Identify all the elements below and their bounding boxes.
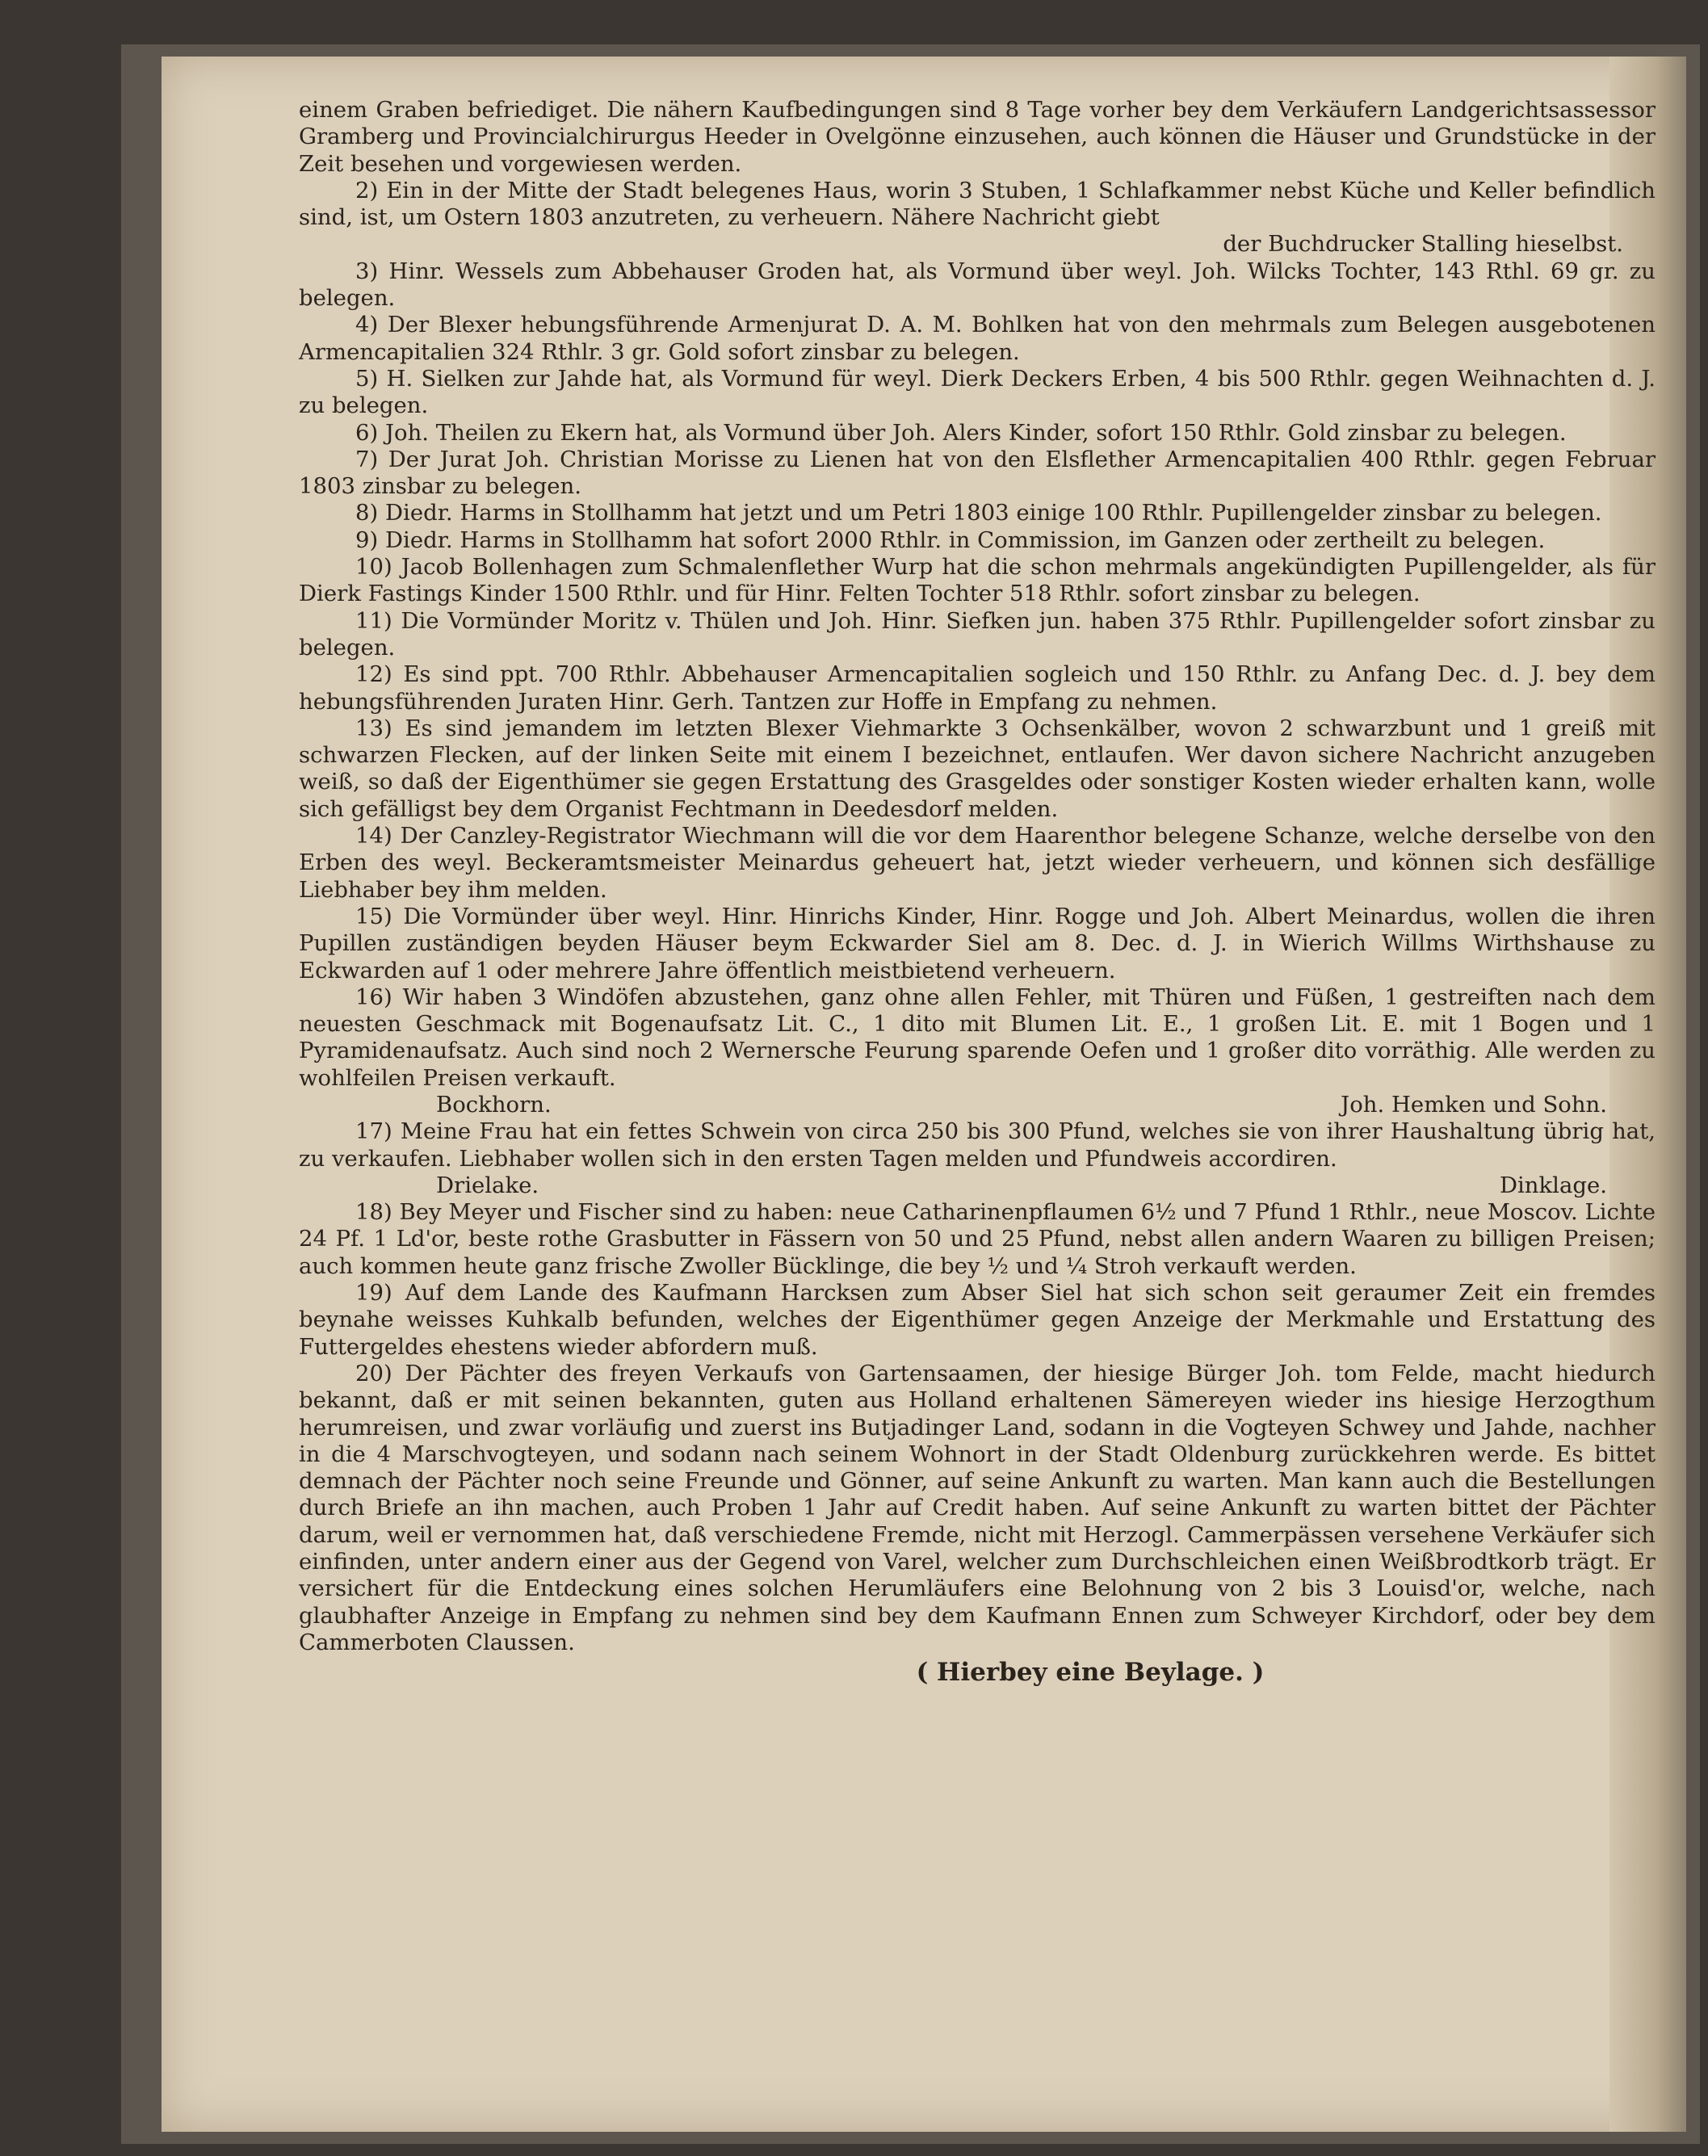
paragraph-8: 8) Diedr. Harms in Stollhamm hat jetzt und um Petri 1803 einige 100 Rthlr. Pupillengelder zinsbar zu belegen.	[355, 500, 1602, 526]
signature-paragraph-2: der Buchdrucker Stalling hieselbst.	[1223, 231, 1623, 258]
paragraph-5: 5) H. Sielken zur Jahde hat, als Vormund für weyl. Dierk Deckers Erben, 4 bis 500 Rthlr. gegen Weihnachten d. J. zu belegen.	[299, 365, 1656, 419]
paragraph-16: 16) Wir haben 3 Windöfen abzustehen, ganz ohne allen Fehler, mit Thüren und Füßen, 1 gestreiften nach dem neuesten Geschmack mit Bogenaufsatz Lit. C., 1 dito mit Blumen Lit. E., 1 großen Lit. E. mit 1 Bogen und 1 Pyramidenaufsatz. Auch sind noch 2 Wernersche Feurung sparende Oefen und 1 großer dito vorräthig. Alle werden zu wohlfeilen Preisen verkauft.	[299, 984, 1656, 1091]
signature-name: Joh. Hemken und Sohn.	[1341, 1091, 1607, 1118]
paragraph-19: 19) Auf dem Lande des Kaufmann Harcksen zum Abser Siel hat sich schon seit geraumer Zeit ein fremdes beynahe weisses Kuhkalb befunden, welches der Eigenthümer gegen Anzeige der Merkmahle und Erstattung des Futtergeldes ehestens wieder abfordern muß.	[299, 1280, 1656, 1360]
paragraph-4: 4) Der Blexer hebungsführende Armenjurat D. A. M. Bohlken hat von den mehrmals zum Belegen ausgebotenen Armencapitalien 324 Rthlr. 3 gr. Gold sofort zinsbar zu belegen.	[299, 312, 1656, 365]
paragraph-11: 11) Die Vormünder Moritz v. Thülen und Joh. Hinr. Siefken jun. haben 375 Rthlr. Pupillengelder sofort zinsbar zu belegen.	[299, 607, 1656, 661]
signature-paragraph-16	[299, 1092, 1656, 1118]
paragraph-3: 3) Hinr. Wessels zum Abbehauser Groden hat, als Vormund über weyl. Joh. Wilcks Tochter, 143 Rthl. 69 gr. zu belegen.	[299, 258, 1656, 312]
paragraph-9: 9) Diedr. Harms in Stollhamm hat sofort 2000 Rthlr. in Commission, im Ganzen oder zertheilt zu belegen.	[355, 526, 1546, 553]
paragraph-7: 7) Der Jurat Joh. Christian Morisse zu Lienen hat von den Elsflether Armencapitalien 400 Rthlr. gegen Februar 1803 zinsbar zu belegen.	[299, 446, 1656, 500]
document-text	[299, 97, 1656, 1687]
paragraph-18: 18) Bey Meyer und Fischer sind zu haben: neue Catharinenpflaumen 6½ und 7 Pfund 1 Rthlr., neue Moscov. Lichte 24 Pf. 1 Ld'or, beste rothe Grasbutter in Fässern von 50 und 25 Pfund, nebst allen andern Waaren zu billigen Preisen; auch kommen heute ganz frische Zwoller Bücklinge, die bey ½ und ¼ Stroh verkauft werden.	[299, 1199, 1656, 1279]
paragraph-13: 13) Es sind jemandem im letzten Blexer Viehmarkte 3 Ochsenkälber, wovon 2 schwarzbunt und 1 greiß mit schwarzen Flecken, auf der linken Seite mit einem I bezeichnet, entlaufen. Wer davon sichere Nachricht anzugeben weiß, so daß der Eigenthümer sie gegen Erstattung des Grasgeldes oder sonstiger Kosten wieder erhalten kann, wolle sich gefälligst bey dem Organist Fechtmann in Deedesdorf melden.	[299, 715, 1656, 822]
paragraph-15: 15) Die Vormünder über weyl. Hinr. Hinrichs Kinder, Hinr. Rogge und Joh. Albert Meinardus, wollen die ihren Pupillen zuständigen beyden Häuser beym Eckwarder Siel am 8. Dec. d. J. in Wierich Willms Wirthshause zu Eckwarden auf 1 oder mehrere Jahre öffentlich meistbietend verheuern.	[299, 903, 1656, 984]
paragraph-2: 2) Ein in der Mitte der Stadt belegenes Haus, worin 3 Stuben, 1 Schlafkammer nebst Küche und Keller befindlich sind, ist, um Ostern 1803 anzutreten, zu verheuern. Nähere Nachricht giebt	[299, 177, 1656, 231]
closing-note: ( Hierbey eine Beylage. )	[916, 1658, 1265, 1688]
paragraph-10: 10) Jacob Bollenhagen zum Schmalenflether Wurp hat die schon mehrmals angekündigten Pupillengelder, als für Dierk Fastings Kinder 1500 Rthlr. und für Hinr. Felten Tochter 518 Rthlr. sofort zinsbar zu belegen.	[299, 554, 1656, 607]
paragraph-1: einem Graben befriediget. Die nähern Kaufbedingungen sind 8 Tage vorher bey dem Verkäufern Landgerichtsassessor Gramberg und Provincialchirurgus Heeder in Ovelgönne einzusehen, auch können die Häuser und Grundstücke in der Zeit besehen und vorgewiesen werden.	[299, 97, 1656, 177]
document-page	[162, 57, 1686, 2132]
paragraph-20: 20) Der Pächter des freyen Verkaufs von Gartensaamen, der hiesige Bürger Joh. tom Felde, macht hiedurch bekannt, daß er mit seinen bekannten, guten aus Holland erhaltenen Sämereyen wieder ins hiesige Herzogthum herumreisen, und zwar vorläufig und zuerst ins Butjadinger Land, sodann in die Vogteyen Schwey und Jahde, nachher in die 4 Marschvogteyen, und sodann nach seinem Wohnort in der Stadt Oldenburg zurückkehren werde. Es bittet demnach der Pächter noch seine Freunde und Gönner, auf seine Ankunft zu warten. Man kann auch die Bestellungen durch Briefe an ihn machen, auch Proben 1 Jahr auf Credit haben. Auf seine Ankunft zu warten bittet der Pächter darum, weil er vernommen hat, daß verschiedene Fremde, nicht mit Herzogl. Cammerpässen versehene Verkäufer sich einfinden, unter andern einer aus der Gegend von Varel, welcher zum Durchschleichen einen Weißbrodtkorb trägt. Er versichert für die Entdeckung eines solchen Herumläufers eine Belohnung von 2 bis 3 Louisd'or, welche, nach glaubhafter Anzeige in Empfang zu nehmen sind bey dem Kaufmann Ennen zum Schweyer Kirchdorf, oder bey dem Cammerboten Claussen.	[299, 1360, 1656, 1655]
paragraph-17: 17) Meine Frau hat ein fettes Schwein von circa 250 bis 300 Pfund, welches sie von ihrer Haushaltung übrig hat, zu verkaufen. Liebhaber wollen sich in den ersten Tagen melden und Pfundweis accordiren.	[299, 1118, 1656, 1172]
signature-name: Dinklage.	[1499, 1172, 1607, 1198]
paragraph-12: 12) Es sind ppt. 700 Rthlr. Abbehauser Armencapitalien sogleich und 150 Rthlr. zu Anfang Dec. d. J. bey dem hebungsführenden Juraten Hinr. Gerh. Tantzen zur Hoffe in Empfang zu nehmen.	[299, 661, 1656, 715]
signature-place: Bockhorn.	[436, 1091, 552, 1118]
paragraph-6: 6) Joh. Theilen zu Ekern hat, als Vormund über Joh. Alers Kinder, sofort 150 Rthlr. Gold zinsbar zu belegen.	[355, 419, 1567, 446]
signature-place: Drielake.	[436, 1172, 539, 1198]
paragraph-14: 14) Der Canzley-Registrator Wiechmann will die vor dem Haarenthor belegene Schanze, welche derselbe von den Erben des weyl. Beckeramtsmeister Meinardus geheuert hat, jetzt wieder verheuern, und können sich desfällige Liebhaber bey ihm melden.	[299, 823, 1656, 903]
signature-paragraph-17	[299, 1172, 1656, 1199]
